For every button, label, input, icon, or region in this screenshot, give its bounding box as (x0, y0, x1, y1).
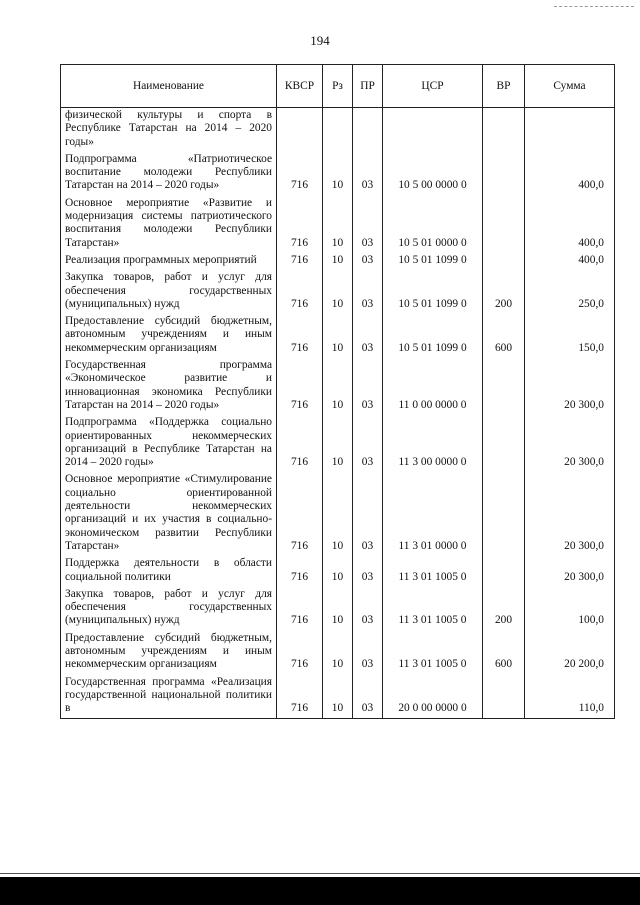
cell-pr: 03 (353, 314, 383, 358)
cell-kvsr: 716 (277, 556, 323, 587)
cell-sum: 20 200,0 (525, 631, 615, 675)
cell-name: физической культуры и спорта в Республике Татарстан на 2014 – 2020 годы» (61, 108, 277, 152)
cell-csr: 11 3 01 1005 0 (383, 587, 483, 631)
header-name: Наименование (61, 65, 277, 108)
cell-vr: 200 (483, 587, 525, 631)
table-row (61, 675, 615, 719)
cell-pr: 03 (353, 270, 383, 314)
cell-kvsr: 716 (277, 358, 323, 415)
cell-vr (483, 472, 525, 556)
table-row (61, 314, 615, 358)
table-row (61, 556, 615, 587)
cell-sum: 20 300,0 (525, 556, 615, 587)
table-row (61, 415, 615, 472)
table-body (61, 108, 615, 719)
cell-csr (383, 108, 483, 152)
cell-kvsr: 716 (277, 675, 323, 719)
table-header-row (61, 65, 615, 108)
scan-corner-mark (554, 6, 634, 9)
cell-vr (483, 415, 525, 472)
cell-name: Основное мероприятие «Развитие и модернизация системы патриотического воспитания молодежи Республики Татарстан» (61, 196, 277, 253)
cell-sum: 20 300,0 (525, 358, 615, 415)
cell-kvsr: 716 (277, 152, 323, 196)
scan-edge-bar (0, 877, 640, 905)
cell-rz (323, 108, 353, 152)
cell-sum: 400,0 (525, 196, 615, 253)
cell-kvsr: 716 (277, 270, 323, 314)
cell-csr: 11 0 00 0000 0 (383, 358, 483, 415)
cell-name: Поддержка деятельности в области социальной политики (61, 556, 277, 587)
cell-pr (353, 108, 383, 152)
header-csr: ЦСР (383, 65, 483, 108)
cell-pr: 03 (353, 556, 383, 587)
table-row (61, 152, 615, 196)
header-kvsr: КВСР (277, 65, 323, 108)
cell-sum: 20 300,0 (525, 472, 615, 556)
cell-kvsr: 716 (277, 587, 323, 631)
cell-kvsr (277, 108, 323, 152)
cell-csr: 10 5 00 0000 0 (383, 152, 483, 196)
cell-sum: 400,0 (525, 152, 615, 196)
budget-table (60, 64, 615, 719)
cell-pr: 03 (353, 358, 383, 415)
cell-rz: 10 (323, 314, 353, 358)
cell-name: Основное мероприятие «Стимулирование социально ориентированной деятельности некоммерческих организаций и их участия в социально-экономическом развитии Республики Татарстан» (61, 472, 277, 556)
cell-csr: 11 3 01 1005 0 (383, 631, 483, 675)
header-pr: ПР (353, 65, 383, 108)
table-row (61, 358, 615, 415)
cell-name: Подпрограмма «Патриотическое воспитание молодежи Республики Татарстан на 2014 – 2020 годы» (61, 152, 277, 196)
cell-rz: 10 (323, 472, 353, 556)
cell-rz: 10 (323, 253, 353, 270)
page-number: 194 (310, 33, 330, 48)
table-row (61, 196, 615, 253)
cell-csr: 20 0 00 0000 0 (383, 675, 483, 719)
cell-name: Закупка товаров, работ и услуг для обеспечения государственных (муниципальных) нужд (61, 270, 277, 314)
cell-pr: 03 (353, 253, 383, 270)
cell-rz: 10 (323, 675, 353, 719)
cell-sum: 150,0 (525, 314, 615, 358)
table-row (61, 253, 615, 270)
cell-sum: 20 300,0 (525, 415, 615, 472)
cell-csr: 11 3 00 0000 0 (383, 415, 483, 472)
cell-name: Подпрограмма «Поддержка социально ориентированных некоммерческих организаций в Республике Татарстан на 2014 – 2020 годы» (61, 415, 277, 472)
cell-rz: 10 (323, 358, 353, 415)
cell-csr: 11 3 01 0000 0 (383, 472, 483, 556)
cell-csr: 10 5 01 0000 0 (383, 196, 483, 253)
cell-vr (483, 675, 525, 719)
table-row (61, 587, 615, 631)
cell-rz: 10 (323, 556, 353, 587)
cell-vr (483, 253, 525, 270)
table-row (61, 108, 615, 152)
cell-vr (483, 196, 525, 253)
cell-csr: 11 3 01 1005 0 (383, 556, 483, 587)
cell-sum: 250,0 (525, 270, 615, 314)
cell-kvsr: 716 (277, 472, 323, 556)
cell-pr: 03 (353, 196, 383, 253)
cell-name: Закупка товаров, работ и услуг для обеспечения государственных (муниципальных) нужд (61, 587, 277, 631)
cell-pr: 03 (353, 472, 383, 556)
cell-sum: 110,0 (525, 675, 615, 719)
cell-vr (483, 152, 525, 196)
table-row (61, 472, 615, 556)
cell-kvsr: 716 (277, 314, 323, 358)
cell-csr: 10 5 01 1099 0 (383, 270, 483, 314)
cell-pr: 03 (353, 152, 383, 196)
cell-name: Государственная программа «Экономическое развитие и инновационная экономика Республики Татарстан на 2014 – 2020 годы» (61, 358, 277, 415)
scan-edge-line (0, 873, 640, 874)
header-sum: Сумма (525, 65, 615, 108)
cell-name: Государственная программа «Реализация государственной национальной политики в (61, 675, 277, 719)
cell-sum: 100,0 (525, 587, 615, 631)
cell-vr (483, 556, 525, 587)
cell-kvsr: 716 (277, 631, 323, 675)
cell-vr (483, 108, 525, 152)
cell-vr: 600 (483, 314, 525, 358)
table-row (61, 270, 615, 314)
cell-sum: 400,0 (525, 253, 615, 270)
cell-rz: 10 (323, 415, 353, 472)
header-vr: ВР (483, 65, 525, 108)
cell-vr (483, 358, 525, 415)
cell-vr: 600 (483, 631, 525, 675)
cell-kvsr: 716 (277, 253, 323, 270)
cell-pr: 03 (353, 415, 383, 472)
header-rz: Рз (323, 65, 353, 108)
cell-sum (525, 108, 615, 152)
cell-rz: 10 (323, 270, 353, 314)
cell-rz: 10 (323, 587, 353, 631)
table-row (61, 631, 615, 675)
cell-rz: 10 (323, 152, 353, 196)
cell-csr: 10 5 01 1099 0 (383, 314, 483, 358)
cell-pr: 03 (353, 587, 383, 631)
cell-kvsr: 716 (277, 415, 323, 472)
cell-pr: 03 (353, 631, 383, 675)
cell-name: Реализация программных мероприятий (61, 253, 277, 270)
cell-pr: 03 (353, 675, 383, 719)
cell-name: Предоставление субсидий бюджетным, автономным учреждениям и иным некоммерческим организациям (61, 314, 277, 358)
cell-rz: 10 (323, 196, 353, 253)
cell-name: Предоставление субсидий бюджетным, автономным учреждениям и иным некоммерческим организациям (61, 631, 277, 675)
cell-csr: 10 5 01 1099 0 (383, 253, 483, 270)
cell-vr: 200 (483, 270, 525, 314)
cell-rz: 10 (323, 631, 353, 675)
cell-kvsr: 716 (277, 196, 323, 253)
